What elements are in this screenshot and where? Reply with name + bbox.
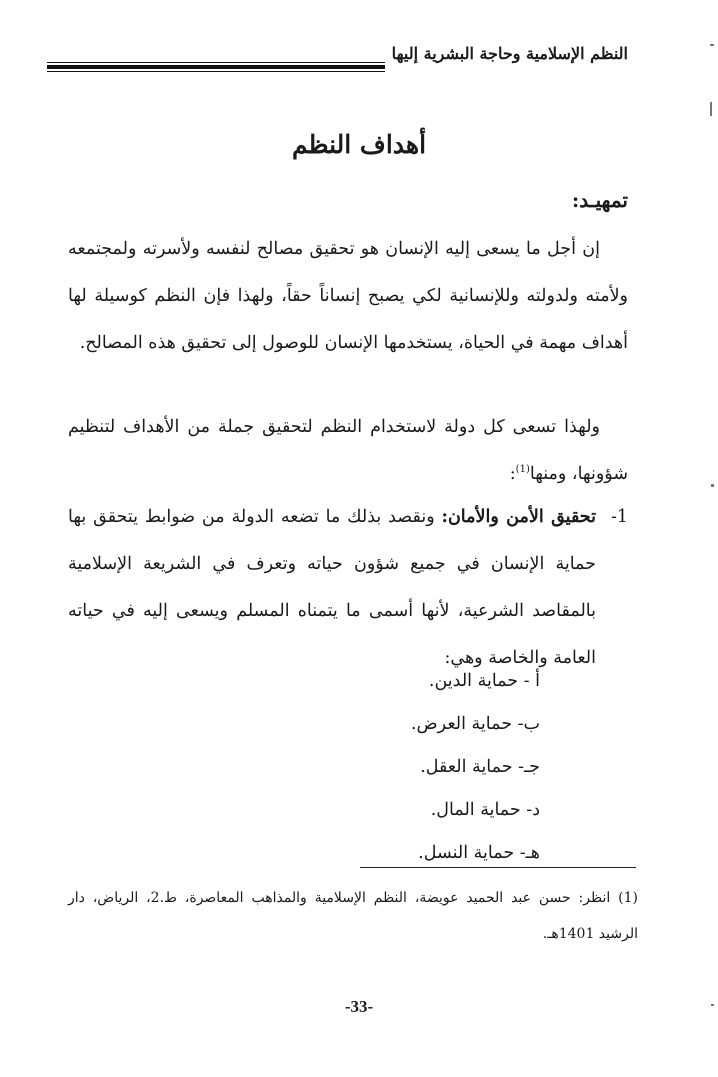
list-item-number: 1- — [610, 507, 628, 527]
scan-edge-mark — [711, 1004, 714, 1006]
sub-list-item: هـ- حماية النسل. — [418, 843, 540, 863]
list-item-lead: تحقيق الأمن والأمان: — [441, 507, 596, 527]
footnote-separator — [360, 867, 636, 868]
sub-list-item: أ - حماية الدين. — [428, 671, 540, 691]
paragraph-goals — [68, 404, 628, 498]
intro-heading: تمهيـد: — [571, 188, 628, 212]
paragraph-intro: إن أجل ما يسعى إليه الإنسان هو تحقيق مصالح لنفسه ولأسرته ولمجتمعه ولأمته ولدولته وللإنسانية لكي يصبح إنساناً حقاً، ولهذا فإن النظم كوسيلة لها أهداف مهمة في الحياة، يستخدمها الإنسان للوصول إلى تحقيق هذه المصالح. — [68, 239, 628, 353]
header-rule — [47, 62, 385, 72]
running-header: النظم الإسلامية وحاجة البشرية إليها — [391, 44, 628, 63]
paragraph-goals-colon: : — [509, 464, 516, 484]
list-item-text: ونقصد بذلك ما تضعه الدولة من ضوابط يتحقق بها حماية الإنسان في جميع شؤون حياته وتعرف في الشريعة الإسلامية بالمقاصد الشرعية، لأنها أسمى ما يتمناه المسلم ويسعى إليه في حياته العامة والخاصة وهي: — [68, 507, 596, 668]
paragraph-goals-text: ولهذا تسعى كل دولة لاستخدام النظم لتحقيق جملة من الأهداف لتنظيم شؤونها، ومنها — [68, 417, 628, 484]
header-rule-thin-bottom — [47, 71, 385, 72]
scan-edge-mark — [711, 484, 714, 487]
list-item-security — [68, 494, 628, 682]
section-title: أهداف النظم — [291, 130, 427, 159]
sub-list — [411, 660, 540, 875]
footnote-reference: (1) — [515, 464, 530, 476]
sub-list-item: د- حماية المال. — [430, 800, 540, 820]
list-item-body — [68, 494, 596, 682]
header-rule-thick — [47, 65, 385, 69]
sub-list-item: ب- حماية العرض. — [410, 714, 540, 734]
scan-edge-mark — [710, 102, 712, 116]
scan-edge-mark — [710, 44, 714, 46]
footnote: (1) انظر: حسن عبد الحميد عويضة، النظم الإسلامية والمذاهب المعاصرة، ط.2، الرياض، دار الرشيد 1401هـ. — [68, 890, 638, 942]
page-number: -33- — [344, 997, 374, 1016]
header-rule-thin-top — [47, 62, 385, 63]
sub-list-item: جـ- حماية العقل. — [420, 757, 540, 777]
